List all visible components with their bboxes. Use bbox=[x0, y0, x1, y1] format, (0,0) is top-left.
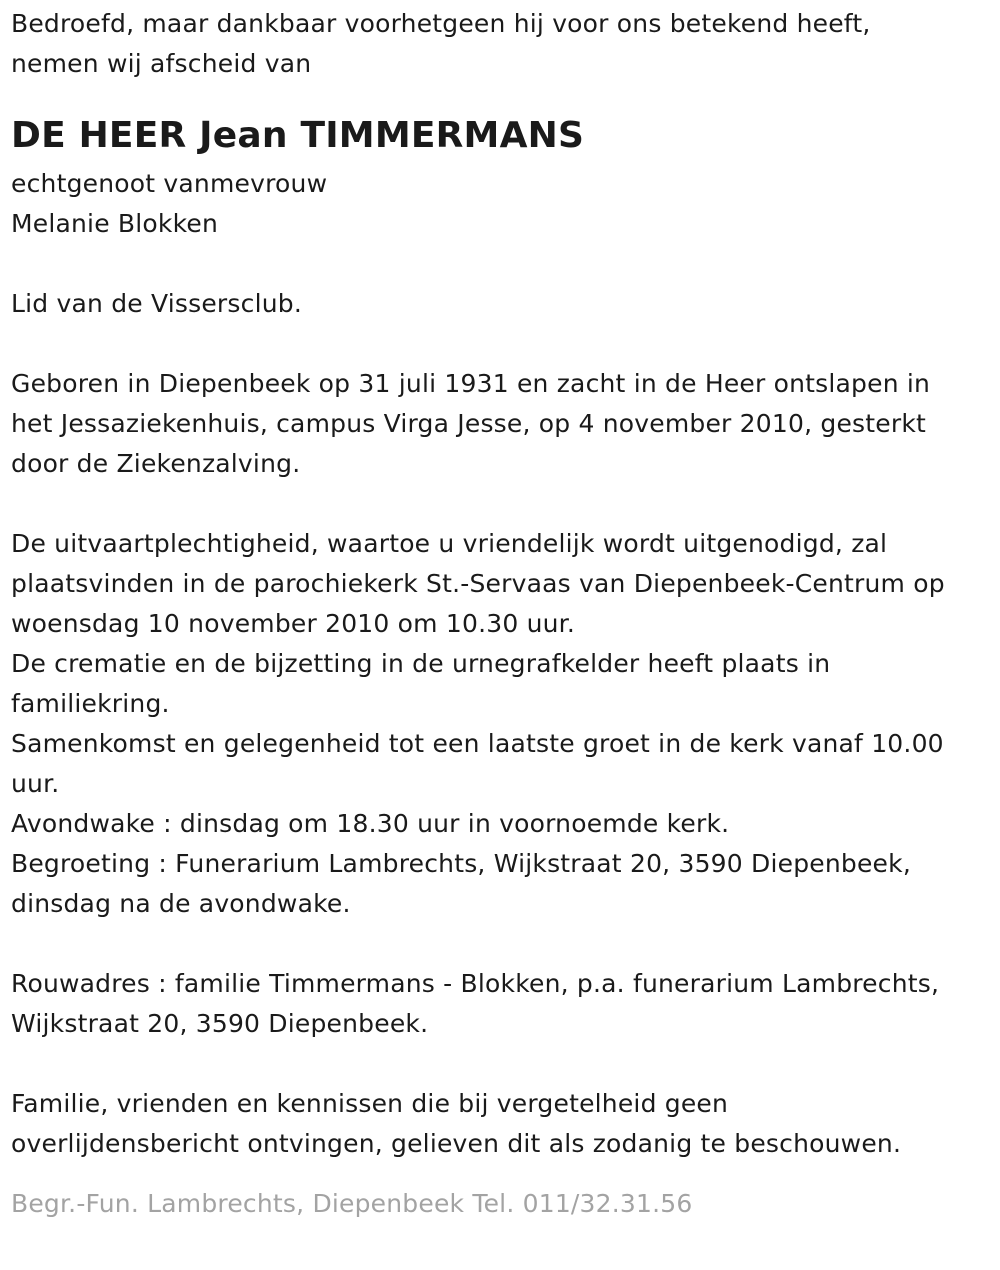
ceremony-line: woensdag 10 november 2010 om 10.30 uur. bbox=[11, 609, 576, 638]
birth-death-line: door de Ziekenzalving. bbox=[11, 449, 301, 478]
birth-death-line: het Jessaziekenhuis, campus Virga Jesse, op 4 november 2010, gesterkt bbox=[11, 409, 927, 438]
spouse-name: Melanie Blokken bbox=[11, 209, 219, 238]
spacer bbox=[11, 924, 991, 964]
spacer bbox=[11, 324, 991, 364]
ceremony-line: Avondwake : dinsdag om 18.30 uur in voornoemde kerk. bbox=[11, 809, 730, 838]
deceased-name: DE HEER Jean TIMMERMANS bbox=[11, 115, 585, 156]
address-line: Rouwadres : familie Timmermans - Blokken, p.a. funerarium Lambrechts, bbox=[11, 969, 940, 998]
ceremony-paragraph bbox=[11, 524, 991, 924]
obituary-notice bbox=[11, 4, 991, 1224]
ceremony-line: familiekring. bbox=[11, 689, 170, 718]
spacer bbox=[11, 84, 991, 107]
ceremony-line: De uitvaartplechtigheid, waartoe u vriendelijk wordt uitgenodigd, zal bbox=[11, 529, 888, 558]
spacer bbox=[11, 1044, 991, 1084]
ceremony-line: Samenkomst en gelegenheid tot een laatste groet in de kerk vanaf 10.00 bbox=[11, 729, 944, 758]
notice-paragraph bbox=[11, 1084, 991, 1164]
address-paragraph bbox=[11, 964, 991, 1044]
ceremony-line: De crematie en de bijzetting in de urnegrafkelder heeft plaats in bbox=[11, 649, 831, 678]
funeral-home-footer: Begr.-Fun. Lambrechts, Diepenbeek Tel. 011/32.31.56 bbox=[11, 1189, 693, 1218]
spacer bbox=[11, 244, 991, 284]
spacer bbox=[11, 484, 991, 524]
intro-line: nemen wij afscheid van bbox=[11, 49, 312, 78]
membership-line: Lid van de Vissersclub. bbox=[11, 289, 302, 318]
intro-paragraph bbox=[11, 4, 991, 84]
notice-line: overlijdensbericht ontvingen, gelieven dit als zodanig te beschouwen. bbox=[11, 1129, 902, 1158]
ceremony-line: uur. bbox=[11, 769, 60, 798]
ceremony-line: dinsdag na de avondwake. bbox=[11, 889, 351, 918]
birth-death-paragraph bbox=[11, 364, 991, 484]
birth-death-line: Geboren in Diepenbeek op 31 juli 1931 en zacht in de Heer ontslapen in bbox=[11, 369, 931, 398]
address-line: Wijkstraat 20, 3590 Diepenbeek. bbox=[11, 1009, 429, 1038]
membership-paragraph bbox=[11, 284, 991, 324]
ceremony-line: Begroeting : Funerarium Lambrechts, Wijkstraat 20, 3590 Diepenbeek, bbox=[11, 849, 911, 878]
intro-line: Bedroefd, maar dankbaar voorhetgeen hij voor ons betekend heeft, bbox=[11, 9, 871, 38]
notice-line: Familie, vrienden en kennissen die bij vergetelheid geen bbox=[11, 1089, 729, 1118]
spouse-paragraph bbox=[11, 164, 991, 244]
spouse-line: echtgenoot vanmevrouw bbox=[11, 169, 328, 198]
ceremony-line: plaatsvinden in de parochiekerk St.-Servaas van Diepenbeek-Centrum op bbox=[11, 569, 945, 598]
